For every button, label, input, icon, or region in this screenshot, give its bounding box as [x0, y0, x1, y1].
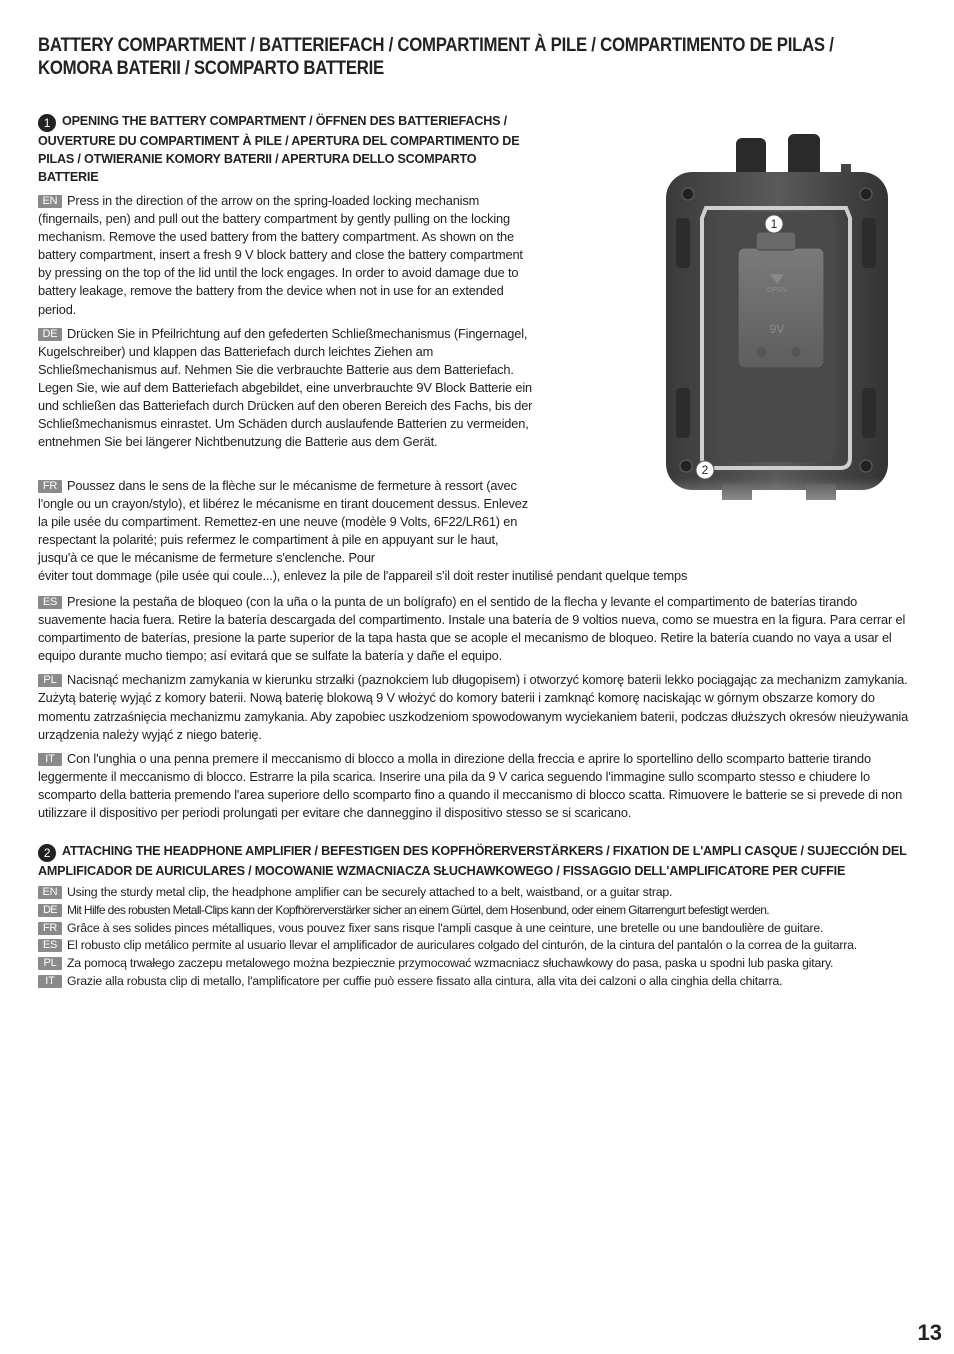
language-tag-en: EN [38, 886, 62, 899]
section-heading-text: ATTACHING THE HEADPHONE AMPLIFIER / BEFESTIGEN DES KOPFHÖRERVERSTÄRKERS / FIXATION DE L'AMPLI CASQUE / SUJECCIÓN DEL AMPLIFICADOR DE AURICULARES / MOCOWANIE WZMACNIACZA SŁUCHAWKOWEGO / FISSAGGIO DELL'AMPLIFICATORE PER CUFFIE [38, 844, 907, 878]
section-heading [38, 112, 538, 186]
paragraph-pl [38, 671, 918, 743]
section-heading [38, 842, 918, 880]
line-pl [38, 955, 918, 973]
screw-icon [682, 188, 694, 200]
paragraph-en [38, 192, 538, 319]
paragraph-text: Presione la pestaña de bloqueo (con la uña o la punta de un bolígrafo) en el sentido de la flecha y levante el compartimento de baterías tirando suavemente hacia fuera. Retire la batería descargada del compartimento. Instale una batería de 9 voltios nueva, como se muestra en la figura. Para cerrar el compartimento de baterías, presione la parte superior de la tapa hasta que se acople el mecanismo de bloqueo. Retire la batería cuando no vaya a usar el equipo durante mucho tiempo; así evitará que se sulfate la batería y dañe el equipo. [38, 594, 906, 664]
line-text: Using the sturdy metal clip, the headphone amplifier can be securely attached to a belt, waistband, or a guitar strap. [67, 885, 673, 899]
language-tag-de: DE [38, 328, 62, 341]
battery-lid [738, 248, 824, 368]
paragraph-es [38, 593, 918, 665]
line-text: Grâce à ses solides pinces métalliques, vous pouvez fixer sans risque l'ampli casque à une ceinture, une bretelle ou une bandoulière de guitare. [67, 920, 824, 935]
language-tag-es: ES [38, 939, 62, 952]
paragraph-text: Con l'unghia o una penna premere il meccanismo di blocco a molla in direzione della freccia e aprire lo sportellino dello scomparto batterie tirando leggermente il meccanismo di blocco. Estrarre la pila scarica. Inserire una pila da 9 V carica seguendo l'immagine sullo scomparto stesso e chiudere lo scomparto della batteria premendo l'area superiore dello scomparto fino a quando il meccanismo di blocco scatta. Rimuovere le batterie se si prevede di non utilizzare il dispositivo per periodi prolungati per evitare che danneggino il dispositivo stesso se si scaricano. [38, 750, 903, 821]
page-number: 13 [917, 1320, 942, 1345]
paragraph-it [38, 750, 918, 822]
line-en [38, 884, 918, 902]
line-text: Grazie alla robusta clip di metallo, l'amplificatore per cuffie può essere fissato alla cintura, alla vita dei calzoni o alla cinghia della chitarra. [67, 973, 783, 988]
language-tag-es: ES [38, 596, 62, 609]
line-text: Za pomocą trwałego zaczepu metalowego można bezpiecznie przymocować wzmacniacz słuchawkowy do pasa, paska u spodni lub paska gitary. [67, 956, 834, 971]
paragraph-de [38, 325, 538, 452]
language-tag-en: EN [38, 195, 62, 208]
language-tag-de: DE [38, 904, 62, 917]
paragraph-text: Nacisnąć mechanizm zamykania w kierunku strzałki (paznokciem lub długopisem) i otworzyć komorę baterii lekko pociągając za mechanizm zamykania. Zużytą baterię wyjąć z komory baterii. Nową baterię blokową 9 V włożyć do komory baterii i zamknąć komorę naciskając w górnym obszarze komory do momentu zatrzaśnięcia mechanizmu zamykania. Aby zapobiec uszkodzeniom spowodowanym wyciekaniem baterii, podczas dłuższych okresów nieużywania urządzenia należy wyjąć z niego baterię. [38, 672, 909, 742]
paragraph-fr-part-b: éviter tout dommage (pile usée qui coule...), enlevez la pile de l'appareil s'il doit rester inutilisé pendant quelque temps [38, 568, 688, 584]
device-back-illustration [636, 128, 896, 548]
line-text: El robusto clip metálico permite al usuario llevar el amplificador de auriculares colgado del cinturón, de la cintura del pantalón o la correa de la guitarra. [67, 938, 858, 953]
section-heading-text: OPENING THE BATTERY COMPARTMENT / ÖFFNEN DES BATTERIEFACHS / OUVERTURE DU COMPARTIMENT À PILE / APERTURA DEL COMPARTIMENTO DE PILAS / OTWIERANIE KOMORY BATERII / APERTURA DELLO SCOMPARTO BATTERIE [38, 114, 520, 184]
callout-2-label: 2 [701, 463, 709, 477]
language-tag-fr: FR [38, 922, 62, 935]
line-text: Mit Hilfe des robusten Metall-Clips kann der Kopfhörerverstärker sicher an einem Gürtel, dem Hosenbund, oder einem Gitarrengurt befestigt werden. [67, 902, 770, 917]
section-number-badge: 2 [38, 844, 56, 862]
paragraph-text: Poussez dans le sens de la flèche sur le mécanisme de fermeture à ressort (avec l'ongle ou un crayon/stylo), et libérez le mécanisme en tirant doucement dessus. Enlevez la pile usée du compartiment. Remettez-en une neuve (modèle 9 Volts, 6F22/LR61) en respectant la polarité; puis refermez le compartiment à pile en appuyant sur le haut, jusqu'à ce que le mécanisme de fermeture s'enclenche. Pour [38, 478, 529, 566]
line-de [38, 902, 918, 920]
section-opening-battery-continued [38, 593, 918, 828]
language-tag-pl: PL [38, 674, 62, 687]
lid-label-open: OPEN [767, 287, 787, 294]
paragraph-text: Press in the direction of the arrow on the spring-loaded locking mechanism (fingernails, pen) and pull out the battery compartment by gently pulling on the locking mechanism. Remove the used battery from the battery compartment. As shown on the battery compartment, insert a fresh 9 V block battery and close the battery compartment by pressing on the top of the lid until the lock engages. In order to avoid damage due to battery leakage, remove the battery from the device when not in use for an extended period. [38, 193, 523, 317]
section-attaching-amplifier [38, 842, 918, 991]
section-opening-battery [38, 112, 538, 457]
screw-icon [860, 188, 872, 200]
screw-icon [860, 460, 872, 472]
language-tag-it: IT [38, 975, 62, 988]
page-title: BATTERY COMPARTMENT / BATTERIEFACH / COMPARTIMENT À PILE / COMPARTIMENTO DE PILAS / KOMORA BATERII / SCOMPARTO BATTERIE [38, 34, 834, 79]
paragraph-text: Drücken Sie in Pfeilrichtung auf den gefederten Schließmechanismus (Fingernagel, Kugelschreiber) und klappen das Batteriefach durch leichtes Ziehen am Schließmechanismus auf. Nehmen Sie die verbrauchte Batterie aus dem Batteriefach. Legen Sie, wie auf dem Batteriefach abgebildet, eine unverbrauchte 9V Block Batterie ein und schließen das Batteriefach durch Drücken auf den oberen Bereich des Fachs, bis der Schließmechanismus einrastet. Um Schäden durch auslaufende Batterien zu vermeiden, entnehmen Sie bei längerer Nichtbenutzung die Batterie aus dem Gerät. [38, 325, 533, 450]
language-tag-fr: FR [38, 480, 62, 493]
lid-label-voltage: 9V [769, 322, 785, 336]
language-tag-pl: PL [38, 957, 62, 970]
line-it [38, 973, 918, 991]
screw-icon [680, 460, 692, 472]
callout-1-label: 1 [770, 217, 778, 231]
section-number-badge: 1 [38, 114, 56, 132]
paragraph-fr-part-a [38, 477, 538, 567]
line-fr [38, 920, 918, 938]
line-es [38, 937, 918, 955]
language-tag-it: IT [38, 753, 62, 766]
